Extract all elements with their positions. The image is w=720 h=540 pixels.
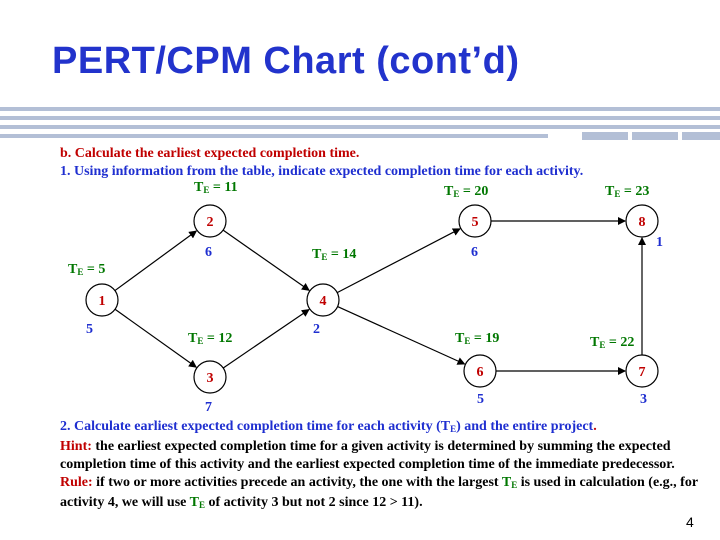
node-4 [307, 284, 339, 316]
te-letter: T [605, 184, 615, 199]
node-4-number: 4 [319, 294, 327, 309]
te-value: = 20 [459, 184, 489, 199]
te-subscript: E [453, 189, 460, 199]
step-2-dot: . [593, 419, 597, 434]
node-1 [86, 284, 118, 316]
node-5-number: 5 [471, 215, 479, 230]
te-subscript: E [77, 267, 84, 277]
node-6-duration: 5 [477, 392, 484, 407]
edge-1-to-2 [115, 231, 196, 291]
rule-text-b: is used in calculation (e.g., for activity 4, we will use [60, 475, 698, 510]
te-subscript: E [599, 340, 606, 350]
node-8-duration: 1 [656, 235, 663, 250]
te-letter: T [188, 331, 198, 346]
node-7 [626, 355, 658, 387]
node-8-number: 8 [638, 215, 646, 230]
te-subscript: E [614, 189, 621, 199]
edge-3-to-4 [223, 310, 309, 368]
te-subscript: E [321, 252, 328, 262]
rule-text-c: of activity 3 but not 2 since 12 > 11). [204, 495, 423, 510]
node-2 [194, 205, 226, 237]
te-value: = 22 [605, 335, 635, 350]
node-3 [194, 361, 226, 393]
te-value: = 14 [327, 247, 357, 262]
node-8 [626, 205, 658, 237]
node-6 [464, 355, 496, 387]
node-4-duration: 2 [313, 322, 320, 337]
edge-2-to-4 [223, 230, 309, 290]
te-letter: T [312, 247, 322, 262]
node-1-te-label [68, 262, 105, 278]
rule-label: Rule: [60, 475, 93, 490]
te-letter: T [444, 184, 454, 199]
node-3-duration: 7 [205, 400, 212, 415]
node-7-number: 7 [638, 365, 646, 380]
slide-title: PERT/CPM Chart (cont’d) [52, 40, 520, 82]
te-subscript: E [197, 336, 204, 346]
node-6-number: 6 [476, 365, 484, 380]
step-2-sub: E [450, 424, 457, 434]
rule-te: T [501, 475, 512, 490]
step-b-heading: b. Calculate the earliest expected completion time. [60, 146, 360, 161]
node-2-number: 2 [206, 215, 214, 230]
rule-text-a: if two or more activities precede an activity, the one with the largest [92, 475, 502, 490]
explanation-text [60, 418, 710, 514]
node-2-duration: 6 [205, 245, 212, 260]
hint-text: the earliest expected completion time for a given activity is determined by summing the expected completion time of this activity and the earliest expected completion time of the immediate predecessor. [60, 439, 675, 472]
node-5-te-label [444, 184, 488, 200]
node-2-te-label [194, 180, 238, 196]
te-value: = 19 [470, 331, 500, 346]
rule-te-sub: E [511, 480, 518, 490]
node-3-number: 3 [206, 371, 214, 386]
edge-4-to-6 [338, 307, 465, 364]
te-letter: T [590, 335, 600, 350]
node-5-duration: 6 [471, 245, 478, 260]
te-value: = 12 [203, 331, 233, 346]
page-number: 4 [686, 514, 694, 530]
hint-label: Hint: [60, 439, 92, 454]
rule-te2-sub: E [198, 500, 205, 510]
te-letter: T [194, 180, 204, 195]
node-4-te-label [312, 247, 356, 263]
te-value: = 11 [209, 180, 238, 195]
node-1-duration: 5 [86, 322, 93, 337]
node-8-te-label [605, 184, 649, 200]
node-6-te-label [455, 331, 499, 347]
step-2-tail: ) and the entire project [456, 419, 594, 434]
te-value: = 23 [620, 184, 650, 199]
step-1-instruction: 1. Using information from the table, indicate expected completion time for each activity. [60, 164, 584, 179]
node-3-te-label [188, 331, 232, 347]
step-2-text: 2. Calculate earliest expected completion time for each activity (T [60, 419, 451, 434]
te-letter: T [455, 331, 465, 346]
node-5 [459, 205, 491, 237]
te-subscript: E [203, 185, 210, 195]
node-7-te-label [590, 335, 634, 351]
te-subscript: E [464, 336, 471, 346]
te-value: = 5 [83, 262, 106, 277]
edge-1-to-3 [115, 309, 196, 367]
te-letter: T [68, 262, 78, 277]
node-7-duration: 3 [640, 392, 647, 407]
node-1-number: 1 [98, 294, 106, 309]
rule-te2: T [189, 495, 199, 510]
